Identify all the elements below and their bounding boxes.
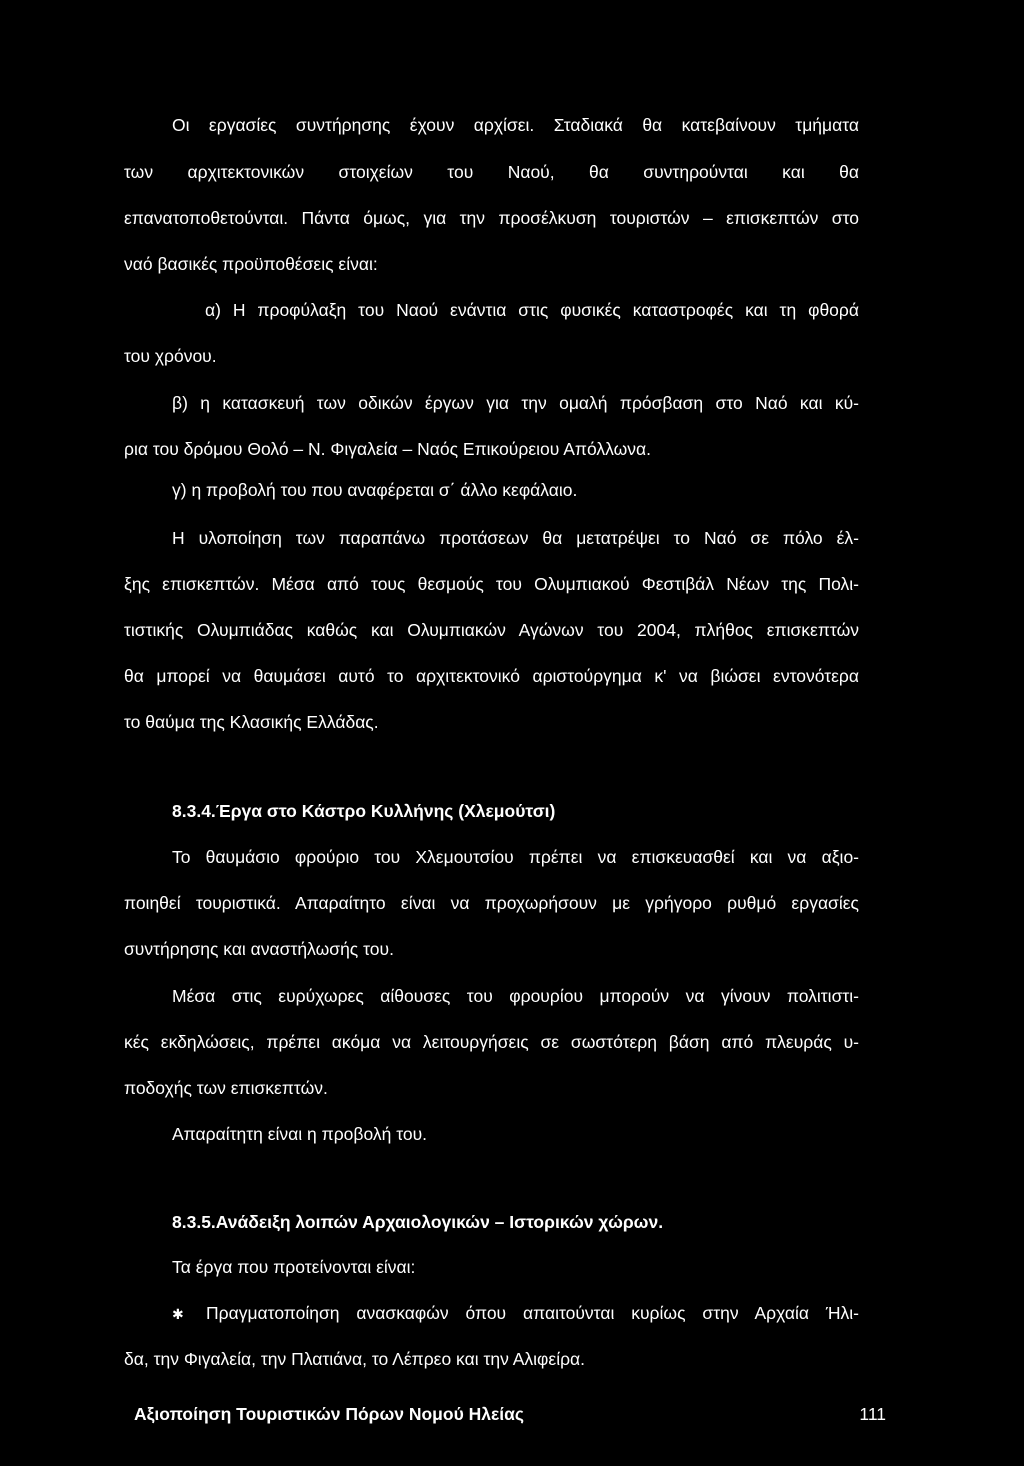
bullet-item-line-2: δα, την Φιγαλεία, την Πλατιάνα, το Λέπρεο και την Αλιφείρα. [124, 1349, 586, 1369]
item-b-line-1: β) η κατασκευή των οδικών έργων για την ομαλή πρόσβαση στο Ναό και κύ- [172, 393, 859, 413]
paragraph-1-line-2: των αρχιτεκτονικών στοιχείων του Ναού, θα συντηρούνται και θα [124, 162, 859, 182]
footer-title: Αξιοποίηση Τουριστικών Πόρων Νομού Ηλείας [134, 1404, 525, 1424]
section-heading-8-3-4: 8.3.4.Έργα στο Κάστρο Κυλλήνης (Χλεμούτσι) [172, 801, 556, 821]
paragraph-1-line-3: επανατοποθετούνται. Πάντα όμως, για την προσέλκυση τουριστών – επισκεπτών στο [124, 208, 859, 228]
item-a-line-2: του χρόνου. [124, 346, 217, 366]
item-c-line-1: γ) η προβολή του που αναφέρεται σ΄ άλλο κεφάλαιο. [172, 480, 578, 500]
section-835-intro: Τα έργα που προτείνονται είναι: [172, 1257, 416, 1277]
item-a-line-1: α) Η προφύλαξη του Ναού ενάντια στις φυσικές καταστροφές και τη φθορά [205, 300, 859, 320]
section-834-paragraph-1-line-1: Το θαυμάσιο φρούριο του Χλεμουτσίου πρέπει να επισκευασθεί και να αξιο- [172, 847, 859, 867]
section-834-paragraph-1-line-2: ποιηθεί τουριστικά. Απαραίτητο είναι να προχωρήσουν με γρήγορο ρυθμό εργασίες [124, 893, 859, 913]
section-heading-8-3-5: 8.3.5.Ανάδειξη λοιπών Αρχαιολογικών – Ιστορικών χώρων. [172, 1212, 664, 1232]
section-834-paragraph-2-line-3: ποδοχής των επισκεπτών. [124, 1078, 328, 1098]
paragraph-1-line-1: Οι εργασίες συντήρησης έχουν αρχίσει. Σταδιακά θα κατεβαίνουν τμήματα [172, 115, 859, 135]
bullet-item-text: Πραγματοποίηση ανασκαφών όπου απαιτούνται κυρίως στην Αρχαία Ήλι- [206, 1303, 859, 1323]
paragraph-2-line-1: Η υλοποίηση των παραπάνω προτάσεων θα μετατρέψει το Ναό σε πόλο έλ- [172, 528, 859, 548]
paragraph-2-line-5: το θαύμα της Κλασικής Ελλάδας. [124, 712, 379, 732]
section-834-paragraph-2-line-1: Μέσα στις ευρύχωρες αίθουσες του φρουρίου μπορούν να γίνουν πολιτιστι- [172, 986, 859, 1006]
paragraph-2-line-2: ξης επισκεπτών. Μέσα από τους θεσμούς του Ολυμπιακού Φεστιβάλ Νέων της Πολι- [124, 574, 859, 594]
section-834-paragraph-2-line-2: κές εκδηλώσεις, πρέπει ακόμα να λειτουργήσεις σε σωστότερη βάση από πλευράς υ- [124, 1032, 859, 1052]
paragraph-2-line-3: τιστικής Ολυμπιάδας καθώς και Ολυμπιακών Αγώνων του 2004, πλήθος επισκεπτών [124, 620, 859, 640]
paragraph-1-line-4: ναό βασικές προϋποθέσεις είναι: [124, 254, 378, 274]
section-834-paragraph-3-line-1: Απαραίτητη είναι η προβολή του. [172, 1124, 428, 1144]
paragraph-2-line-4: θα μπορεί να θαυμάσει αυτό το αρχιτεκτονικό αριστούργημα κ' να βιώσει εντονότερα [124, 666, 859, 686]
section-834-paragraph-1-line-3: συντήρησης και αναστήλωσής του. [124, 939, 394, 959]
item-b-line-2: ρια του δρόμου Θολό – Ν. Φιγαλεία – Ναός Επικούρειου Απόλλωνα. [124, 439, 651, 459]
asterisk-bullet-icon: ✱ [172, 1306, 184, 1322]
page-number: 111 [859, 1404, 886, 1424]
bullet-item-line-1 [172, 1302, 859, 1325]
